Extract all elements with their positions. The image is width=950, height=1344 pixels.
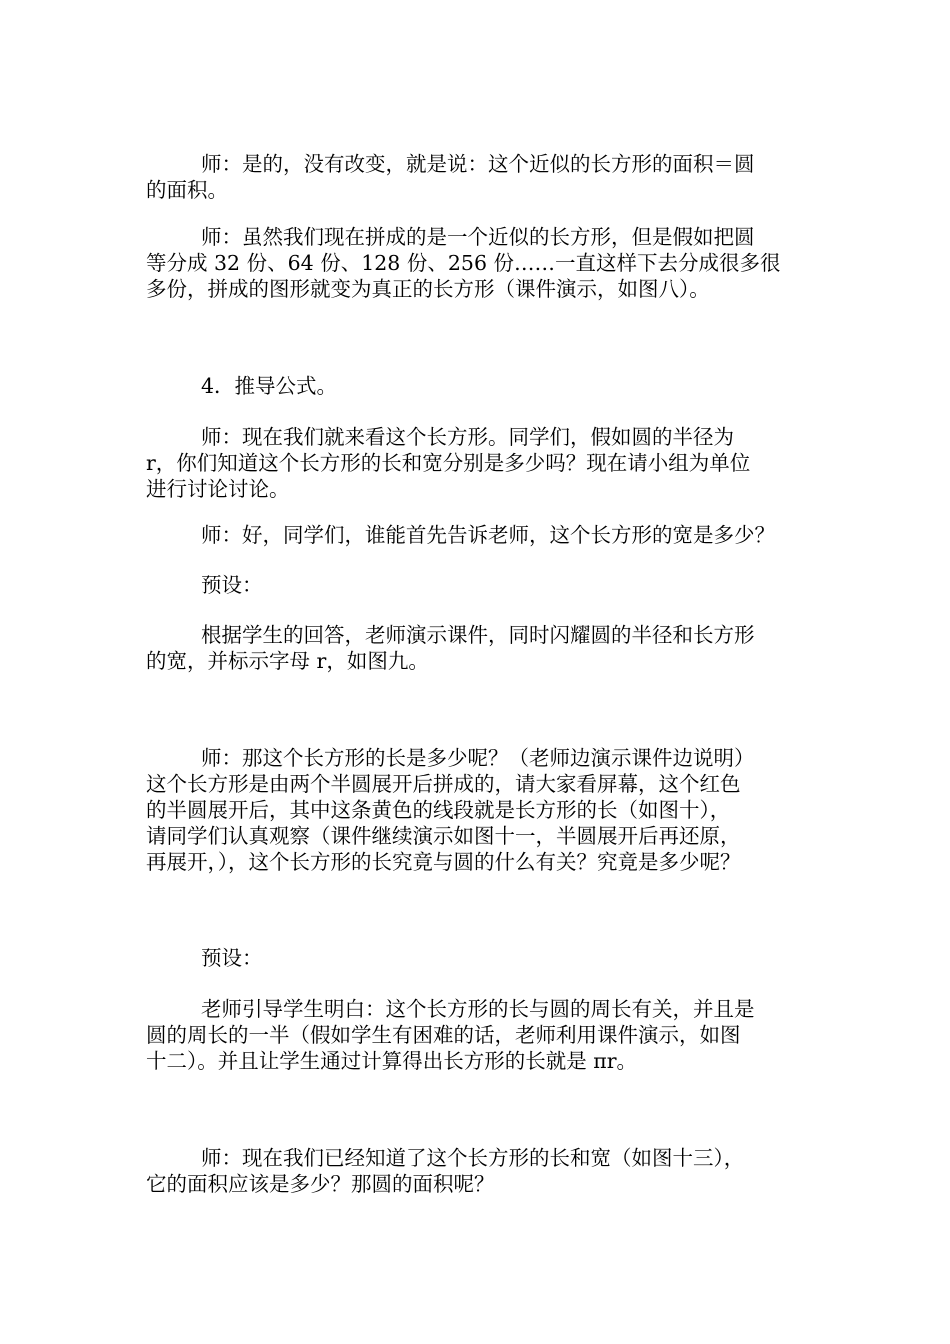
text-line: 师：现在我们就来看这个长方形。同学们，假如圆的半径为 [201,425,734,449]
paragraph-teacher-guides-students [146,996,816,1074]
paragraph-teacher-length-question [146,745,816,875]
text-line: 多份，拼成的图形就变为真正的长方形（课件演示，如图八）。 [146,277,710,301]
text-line: 师：好，同学们，谁能首先告诉老师，这个长方形的宽是多少？ [201,523,775,547]
paragraph-teacher-area-equal [146,151,816,203]
paragraph-preset-label [146,945,816,971]
text-line: 师：那这个长方形的长是多少呢？（老师边演示课件边说明） [201,746,755,770]
paragraph-student-answer-demo [146,622,816,674]
paragraph-teacher-width-question [146,522,816,548]
text-line: 它的面积应该是多少？那圆的面积呢？ [146,1172,495,1196]
text-line: 根据学生的回答，老师演示课件，同时闪耀圆的半径和长方形 [201,623,755,647]
text-line: 4．推导公式。 [201,374,338,398]
text-line: 师：是的，没有改变，就是说：这个近似的长方形的面积＝圆 [201,152,755,176]
text-line: 的宽，并标示字母 r，如图九。 [146,649,429,673]
text-line: 预设： [201,946,263,970]
section-heading-derive-formula [146,373,816,399]
text-line: 的半圆展开后，其中这条黄色的线段就是长方形的长（如图十）， [146,798,731,822]
text-line: 师：虽然我们现在拼成的是一个近似的长方形，但是假如把圆 [201,225,755,249]
text-line: 等分成 32 份、64 份、128 份、256 份……一直这样下去分成很多很 [146,251,781,275]
text-line: 这个长方形是由两个半圆展开后拼成的，请大家看屏幕，这个红色 [146,772,741,796]
text-line: 请同学们认真观察（课件继续演示如图十一，半圆展开后再还原， [146,824,741,848]
paragraph-teacher-area-question [146,1145,816,1197]
paragraph-teacher-radius-question [146,424,816,502]
text-line: r，你们知道这个长方形的长和宽分别是多少吗？现在请小组为单位 [146,451,751,475]
text-line: 老师引导学生明白：这个长方形的长与圆的周长有关，并且是 [201,997,755,1021]
paragraph-teacher-approximate-rectangle [146,224,816,302]
text-line: 师：现在我们已经知道了这个长方形的长和宽（如图十三）， [201,1146,745,1170]
text-line: 圆的周长的一半（假如学生有困难的话，老师利用课件演示，如图 [146,1023,741,1047]
text-line: 进行讨论讨论。 [146,477,290,501]
text-line: 预设： [201,573,263,597]
text-line: 十二）。并且让学生通过计算得出长方形的长就是 πr。 [146,1049,638,1073]
paragraph-preset-label [146,572,816,598]
text-line: 再展开，），这个长方形的长究竟与圆的什么有关？究竟是多少呢？ [146,850,741,874]
text-line: 的面积。 [146,178,228,202]
